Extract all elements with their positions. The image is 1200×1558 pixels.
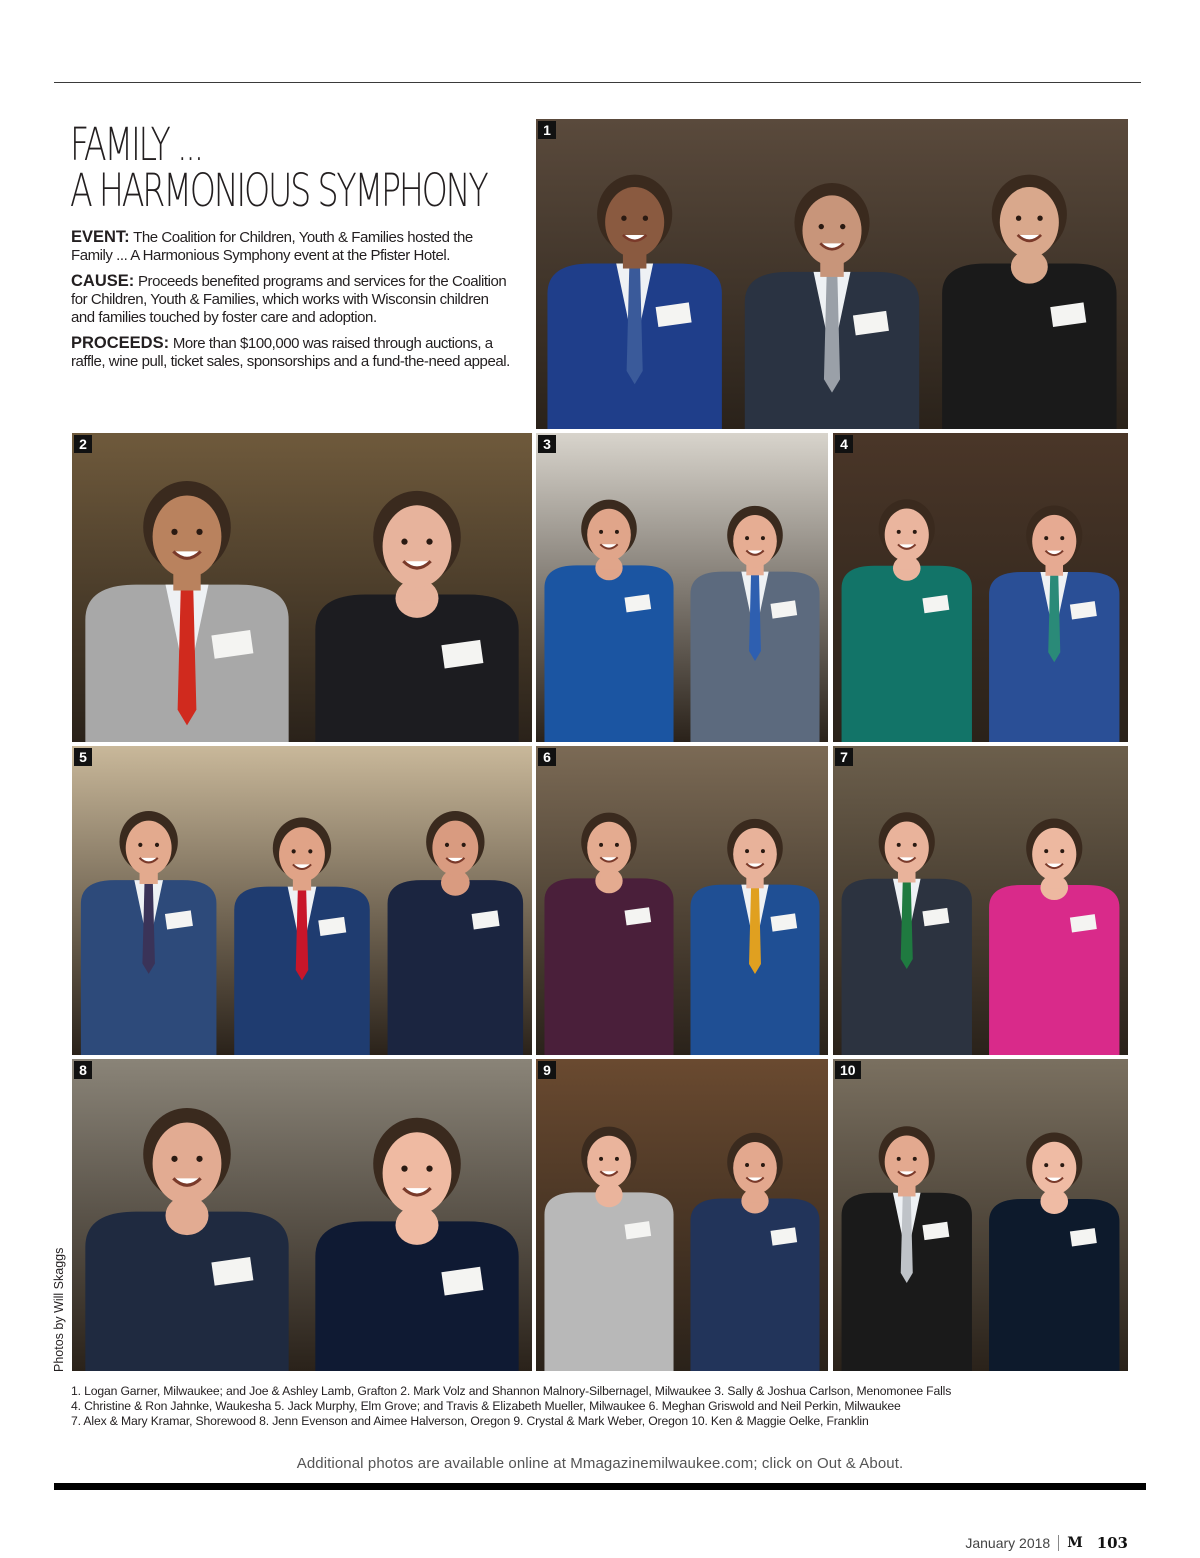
photo-number-3: 3 xyxy=(538,435,556,453)
person-face xyxy=(1032,1142,1076,1195)
photo-number-9: 9 xyxy=(538,1061,556,1079)
person-face xyxy=(432,821,478,876)
event-photo-5 xyxy=(72,746,532,1055)
necktie xyxy=(142,883,155,974)
event-photo-4 xyxy=(833,433,1128,742)
photo-6-image xyxy=(536,746,828,1055)
person-eye xyxy=(615,843,619,847)
necktie xyxy=(1048,575,1060,663)
person-face xyxy=(587,509,631,561)
person-eye xyxy=(445,843,449,847)
necktie xyxy=(296,889,309,980)
event-text: The Coalition for Children, Youth & Families hosted the Family ... A Harmonious Symphony event at the Pfister Hotel. xyxy=(71,229,473,264)
proceeds-paragraph xyxy=(71,334,515,371)
photo-5-image xyxy=(72,746,532,1055)
photo-number-8: 8 xyxy=(74,1061,92,1079)
person-body xyxy=(85,1212,288,1371)
person-eye xyxy=(1016,216,1021,221)
person-eye xyxy=(745,849,749,853)
photo-8-image xyxy=(72,1059,532,1371)
person-eye xyxy=(1044,849,1048,853)
photo-7-image xyxy=(833,746,1128,1055)
photo-number-6: 6 xyxy=(538,748,556,766)
person-body xyxy=(842,566,972,742)
footer-divider xyxy=(1058,1535,1059,1551)
event-photo-1 xyxy=(536,119,1128,429)
proceeds-label: PROCEEDS: xyxy=(71,334,170,352)
photo-number-1: 1 xyxy=(538,121,556,139)
person-face xyxy=(126,821,172,876)
magazine-logo: M xyxy=(1067,1535,1083,1551)
event-label: EVENT: xyxy=(71,228,130,246)
person-face xyxy=(587,1136,631,1188)
necktie xyxy=(901,881,913,969)
necktie xyxy=(749,574,761,661)
person-eye xyxy=(171,529,177,535)
person-eye xyxy=(761,1163,765,1167)
person-face xyxy=(153,496,222,578)
person-eye xyxy=(913,843,917,847)
person-face xyxy=(1032,515,1076,568)
person-eye xyxy=(599,530,603,534)
person-face xyxy=(885,509,929,562)
proceeds-text: More than $100,000 was raised through auctions, a raffle, wine pull, ticket sales, sponsorships and a fund-the-need appeal. xyxy=(71,335,510,370)
photo-number-7: 7 xyxy=(835,748,853,766)
cause-paragraph xyxy=(71,272,515,327)
person-body xyxy=(388,880,524,1055)
person-eye xyxy=(643,216,648,221)
caption-line-2: 4. Christine & Ron Jahnke, Waukesha 5. Jack Murphy, Elm Grove; and Travis & Elizabeth Mueller, Milwaukee 6. Meghan Griswold and Neil Perkin, Milwaukee xyxy=(71,1399,901,1413)
person-eye xyxy=(745,536,749,540)
person-face xyxy=(733,828,777,880)
cause-label: CAUSE: xyxy=(71,272,135,290)
title-line-2: A HARMONIOUS SYMPHONY xyxy=(70,164,487,217)
person-body xyxy=(544,878,673,1055)
person-face xyxy=(605,187,664,257)
person-eye xyxy=(426,539,432,545)
event-photo-6 xyxy=(536,746,828,1055)
person-face xyxy=(279,827,325,882)
photo-number-2: 2 xyxy=(74,435,92,453)
person-eye xyxy=(138,843,142,847)
person-eye xyxy=(897,1157,901,1161)
person-face xyxy=(383,1132,452,1214)
person-eye xyxy=(1044,536,1048,540)
person-body xyxy=(690,1199,819,1371)
event-photo-9 xyxy=(536,1059,828,1371)
top-rule xyxy=(54,82,1141,83)
photo-2-image xyxy=(72,433,532,742)
page-footer xyxy=(965,1534,1128,1552)
issue-date: January 2018 xyxy=(965,1535,1051,1551)
person-eye xyxy=(401,539,407,545)
person-eye xyxy=(745,1163,749,1167)
event-photo-8 xyxy=(72,1059,532,1371)
person-body xyxy=(989,885,1119,1055)
person-eye xyxy=(840,224,845,229)
event-photo-10 xyxy=(833,1059,1128,1371)
person-face xyxy=(733,1142,777,1194)
article-title xyxy=(70,118,487,217)
event-photo-7 xyxy=(833,746,1128,1055)
photo-credit: Photos by Will Skaggs xyxy=(52,1247,66,1372)
event-photo-2 xyxy=(72,433,532,742)
photo-number-10: 10 xyxy=(835,1061,861,1079)
photo-9-image xyxy=(536,1059,828,1371)
photo-3-image xyxy=(536,433,828,742)
caption-line-3: 7. Alex & Mary Kramar, Shorewood 8. Jenn Evenson and Aimee Halverson, Oregon 9. Crystal & Mark Weber, Oregon 10. Ken & Maggie Oelke, Franklin xyxy=(71,1414,869,1428)
person-body xyxy=(544,1192,673,1371)
person-eye xyxy=(1060,1163,1064,1167)
event-paragraph xyxy=(71,228,515,265)
person-face xyxy=(587,822,631,874)
person-eye xyxy=(615,1157,619,1161)
person-eye xyxy=(819,224,824,229)
person-eye xyxy=(196,529,202,535)
necktie xyxy=(627,267,643,384)
person-eye xyxy=(1037,216,1042,221)
photo-number-4: 4 xyxy=(835,435,853,453)
photo-10-image xyxy=(833,1059,1128,1371)
necktie xyxy=(824,275,840,392)
photo-captions xyxy=(71,1384,1141,1429)
person-eye xyxy=(761,536,765,540)
person-eye xyxy=(1044,1163,1048,1167)
person-eye xyxy=(196,1156,202,1162)
person-eye xyxy=(621,216,626,221)
person-eye xyxy=(897,530,901,534)
person-body xyxy=(989,1199,1119,1371)
event-photo-3 xyxy=(536,433,828,742)
person-eye xyxy=(462,843,466,847)
person-face xyxy=(1032,828,1076,881)
necktie xyxy=(749,887,761,974)
online-photos-note: Additional photos are available online at Mmagazinemilwaukee.com; click on Out & About. xyxy=(296,1455,904,1472)
person-body xyxy=(942,263,1116,429)
person-face xyxy=(802,195,861,265)
person-eye xyxy=(897,843,901,847)
person-eye xyxy=(308,849,312,853)
necktie xyxy=(178,589,197,726)
person-eye xyxy=(913,530,917,534)
necktie xyxy=(901,1195,913,1283)
person-eye xyxy=(615,530,619,534)
person-eye xyxy=(761,849,765,853)
person-eye xyxy=(913,1157,917,1161)
person-eye xyxy=(1060,536,1064,540)
person-eye xyxy=(155,843,159,847)
person-face xyxy=(153,1122,222,1204)
person-eye xyxy=(599,843,603,847)
person-face xyxy=(383,505,452,587)
person-face xyxy=(733,515,777,567)
photo-4-image xyxy=(833,433,1128,742)
person-eye xyxy=(171,1156,177,1162)
person-eye xyxy=(599,1157,603,1161)
caption-line-1: 1. Logan Garner, Milwaukee; and Joe & Ashley Lamb, Grafton 2. Mark Volz and Shannon Malnory-Silbernagel, Milwaukee 3. Sally & Joshua Carlson, Menomonee Falls xyxy=(71,1384,952,1398)
article-intro xyxy=(71,228,515,378)
page-number: 103 xyxy=(1096,1534,1128,1552)
person-eye xyxy=(426,1165,432,1171)
person-face xyxy=(1000,187,1059,257)
person-eye xyxy=(292,849,296,853)
bottom-rule xyxy=(54,1483,1146,1490)
person-face xyxy=(885,822,929,875)
photo-number-5: 5 xyxy=(74,748,92,766)
person-body xyxy=(544,565,673,742)
photo-1-image xyxy=(536,119,1128,429)
person-eye xyxy=(1060,849,1064,853)
person-face xyxy=(885,1136,929,1189)
title-line-1: FAMILY ... xyxy=(70,118,203,171)
person-eye xyxy=(401,1165,407,1171)
cause-text: Proceeds benefited programs and services for the Coalition for Children, Youth & Families, which works with Wisconsin children and families touched by foster care and adoption. xyxy=(71,273,507,326)
